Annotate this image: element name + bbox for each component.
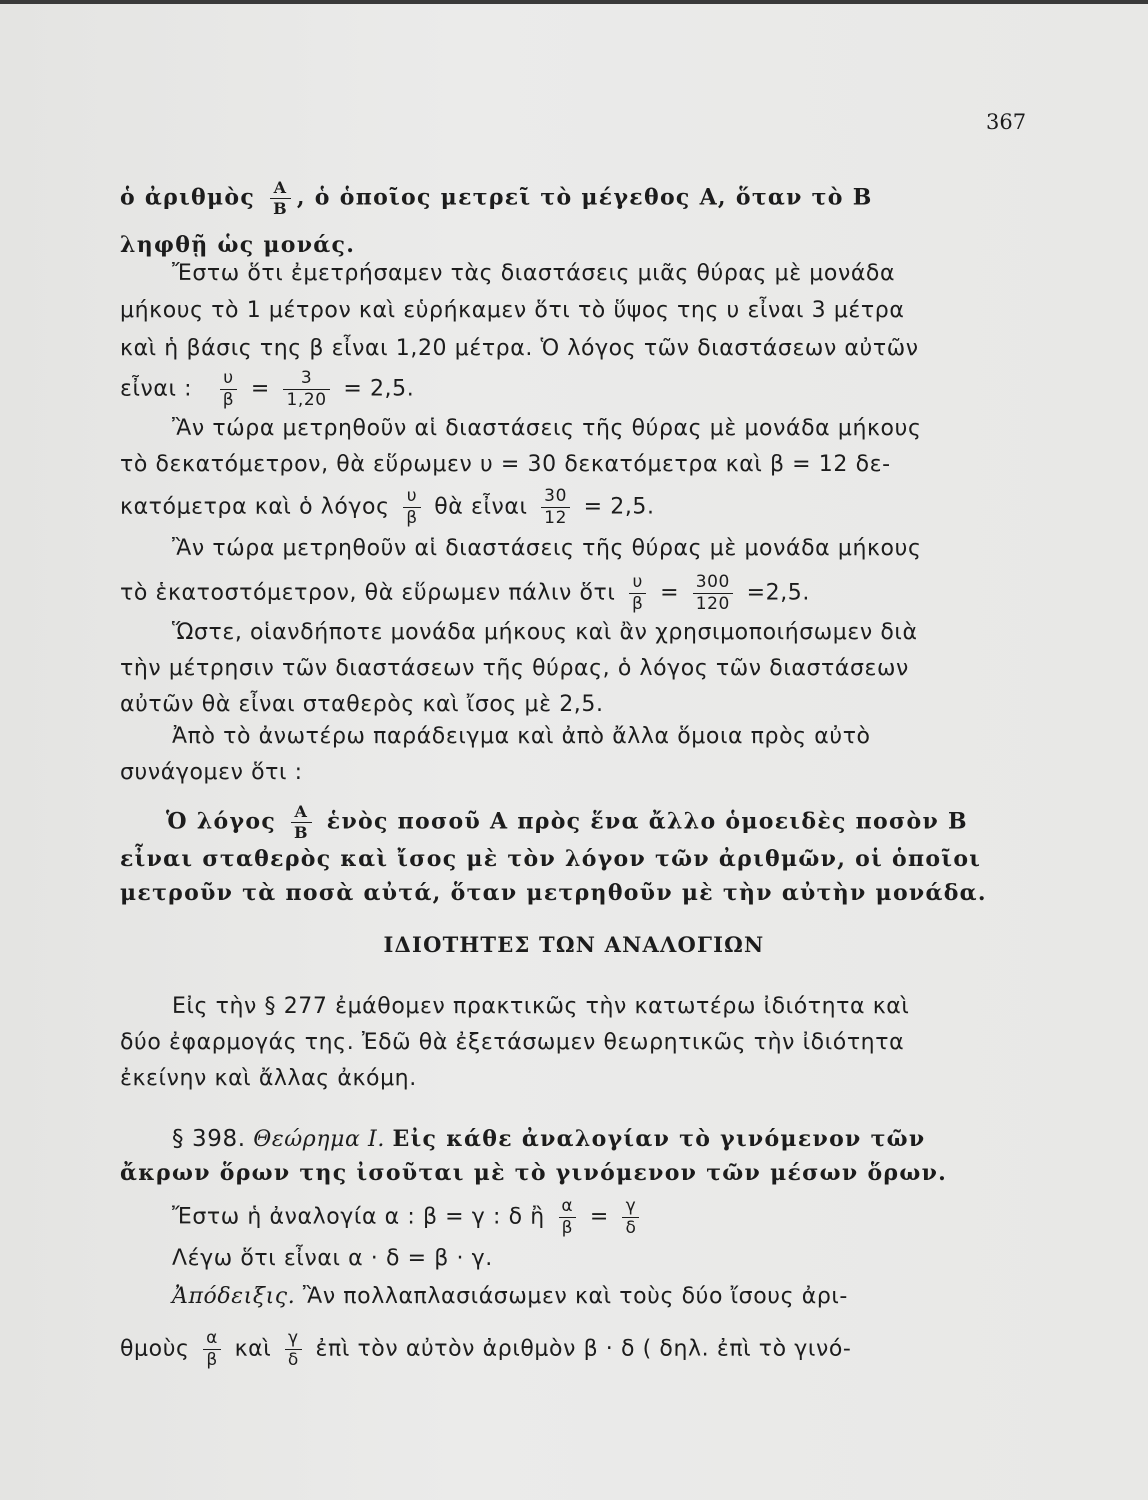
fraction-numerator: υ [223, 368, 234, 388]
fraction-numerator: α [206, 1328, 218, 1348]
fraction-numerator: 3 [300, 368, 313, 388]
text-line-14: αὐτῶν θὰ εἶναι σταθερὸς καὶ ἴσος μὲ 2,5. [120, 692, 604, 717]
fraction-denominator: β [203, 1349, 220, 1369]
fraction-denominator: 12 [541, 507, 570, 527]
text-line-17 [166, 804, 968, 841]
fraction-denominator: β [629, 593, 646, 613]
line1-end: , ὁ ὁποῖος μετρεῖ τὸ μέγεθος Α, ὅταν τὸ Β [296, 184, 873, 211]
line1-start: ὁ ἀριθμὸς [120, 184, 256, 211]
text-line-13: τὴν μέτρησιν τῶν διαστάσεων τῆς θύρας, ὁ λόγος τῶν διαστάσεων [120, 656, 909, 681]
fraction-numerator: 30 [544, 486, 568, 506]
text-line-8: τὸ δεκατόμετρον, θὰ εὕρωμεν υ = 30 δεκατόμετρα καὶ β = 12 δε- [120, 452, 891, 477]
text-line-24: ἄκρων ὅρων της ἰσοῦται μὲ τὸ γινόμενον τῶν μέσων ὅρων. [120, 1160, 948, 1186]
line25-start: Ἔστω ἡ ἀναλογία α : β = γ : δ ἢ [172, 1204, 545, 1230]
text-line-16: συνάγομεν ὅτι : [120, 760, 303, 785]
fraction-denominator: β [403, 507, 420, 527]
text-line-10: Ἂν τώρα μετρηθοῦν αἱ διαστάσεις τῆς θύρας μὲ μονάδα μήκους [172, 536, 922, 561]
fraction-a-over-b [203, 1330, 221, 1369]
fraction-g-over-d [285, 1330, 302, 1369]
fraction-a-over-b [558, 1198, 576, 1237]
fraction-numerator: A [273, 178, 288, 197]
fraction-denominator: δ [622, 1217, 639, 1237]
fraction-denominator: δ [285, 1349, 302, 1369]
section-number: § 398. [172, 1126, 246, 1152]
line6-start: εἶναι : [120, 376, 193, 402]
fraction-numerator: A [294, 802, 309, 821]
line6-end: = 2,5. [343, 376, 415, 402]
fraction-g-over-d [622, 1198, 639, 1237]
line17-end: ἑνὸς ποσοῦ Α πρὸς ἕνα ἄλλο ὁμοειδὲς ποσὸν Β [326, 808, 968, 835]
fraction-numerator: γ [625, 1196, 637, 1216]
fraction-numerator: υ [632, 572, 643, 592]
book-page [0, 4, 1148, 1500]
page-number: 367 [986, 110, 1027, 134]
text-line-7: Ἂν τώρα μετρηθοῦν αἱ διαστάσεις τῆς θύρας μὲ μονάδα μήκους [172, 416, 922, 441]
fraction-denominator: B [270, 198, 291, 217]
text-line-5: καὶ ἡ βάσις της β εἶναι 1,20 μέτρα. Ὁ λόγος τῶν διαστάσεων αὐτῶν [120, 336, 919, 361]
fraction-numerator: γ [288, 1328, 299, 1348]
theorem-label: Θεώρημα Ι. [253, 1127, 385, 1152]
section-heading: ΙΔΙΟΤΗΤΕΣ ΤΩΝ ΑΝΑΛΟΓΙΩΝ [383, 932, 765, 957]
fraction-3-over-1-20 [283, 370, 329, 409]
fraction-denominator: 1,20 [283, 389, 329, 409]
fraction-u-over-b [403, 488, 420, 527]
text-line-11 [120, 574, 810, 613]
fraction-numerator: 300 [695, 572, 730, 592]
equals-sign: = [250, 376, 270, 402]
line9-end: = 2,5. [583, 494, 655, 520]
line28-start: θμοὺς [120, 1336, 190, 1362]
proof-label: Ἀπόδειξις. [172, 1284, 296, 1309]
fraction-denominator: β [220, 389, 237, 409]
text-line-20: Εἰς τὴν § 277 ἐμάθομεν πρακτικῶς τὴν κατωτέρω ἰδιότητα καὶ [172, 994, 910, 1019]
line28-end: ἐπὶ τὸν αὐτὸν ἀριθμὸν β · δ ( δηλ. ἐπὶ τὸ γινό- [315, 1336, 852, 1362]
fraction-denominator: 120 [693, 593, 733, 613]
text-line-1 [120, 180, 873, 217]
text-line-3: Ἔστω ὅτι ἐμετρήσαμεν τὰς διαστάσεις μιᾶς θύρας μὲ μονάδα [172, 261, 896, 286]
fraction-denominator: β [559, 1217, 576, 1237]
fraction-300-over-120 [693, 574, 733, 613]
text-line-22: ἐκείνην καὶ ἄλλας ἀκόμη. [120, 1066, 417, 1091]
line11-start: τὸ ἑκατοστόμετρον, θὰ εὕρωμεν πάλιν ὅτι [120, 580, 616, 606]
text-line-12: Ὥστε, οἱανδήποτε μονάδα μήκους καὶ ἂν χρησιμοποιήσωμεν διὰ [172, 620, 918, 645]
text-line-21: δύο ἐφαρμογάς της. Ἐδῶ θὰ ἐξετάσωμεν θεωρητικῶς τὴν ἰδιότητα [120, 1030, 905, 1055]
text-line-6 [120, 370, 414, 409]
text-line-28 [120, 1330, 851, 1369]
text-line-26: Λέγω ὅτι εἶναι α · δ = β · γ. [172, 1246, 493, 1271]
line27-end: Ἂν πολλαπλασιάσωμεν καὶ τοὺς δύο ἴσους ἀρι- [302, 1284, 848, 1309]
fraction-denominator: B [291, 822, 312, 841]
line17-start: Ὁ λόγος [166, 808, 277, 835]
text-line-27 [172, 1282, 848, 1312]
text-line-2: ληφθῇ ὡς μονάς. [120, 232, 356, 258]
fraction-u-over-b [220, 370, 237, 409]
fraction-30-over-12 [541, 488, 570, 527]
fraction-u-over-b [629, 574, 646, 613]
fraction-A-over-B [291, 804, 312, 841]
fraction-A-over-B [270, 180, 291, 217]
line11-end: =2,5. [746, 580, 810, 606]
line28-conjunction: καὶ [234, 1336, 272, 1362]
text-line-23 [172, 1124, 925, 1155]
text-line-18: εἶναι σταθερὸς καὶ ἴσος μὲ τὸν λόγον τῶν ἀριθμῶν, οἱ ὁποῖοι [120, 846, 982, 872]
equals-sign: = [589, 1204, 609, 1230]
equals-sign: = [660, 580, 680, 606]
fraction-numerator: υ [406, 486, 418, 506]
text-line-9 [120, 488, 655, 527]
text-line-4: μήκους τὸ 1 μέτρον καὶ εὑρήκαμεν ὅτι τὸ ὕψος της υ εἶναι 3 μέτρα [120, 298, 905, 323]
line9-middle: θὰ εἶναι [434, 494, 528, 520]
text-line-19: μετροῦν τὰ ποσὰ αὐτά, ὅταν μετρηθοῦν μὲ τὴν αὐτὴν μονάδα. [120, 880, 987, 906]
text-line-25 [172, 1198, 645, 1237]
fraction-numerator: α [561, 1196, 574, 1216]
text-line-15: Ἀπὸ τὸ ἀνωτέρω παράδειγμα καὶ ἀπὸ ἄλλα ὅμοια πρὸς αὐτὸ [172, 724, 871, 749]
line9-start: κατόμετρα καὶ ὁ λόγος [120, 494, 390, 520]
theorem-statement-start: Εἰς κάθε ἀναλογίαν τὸ γινόμενον τῶν [392, 1126, 926, 1152]
